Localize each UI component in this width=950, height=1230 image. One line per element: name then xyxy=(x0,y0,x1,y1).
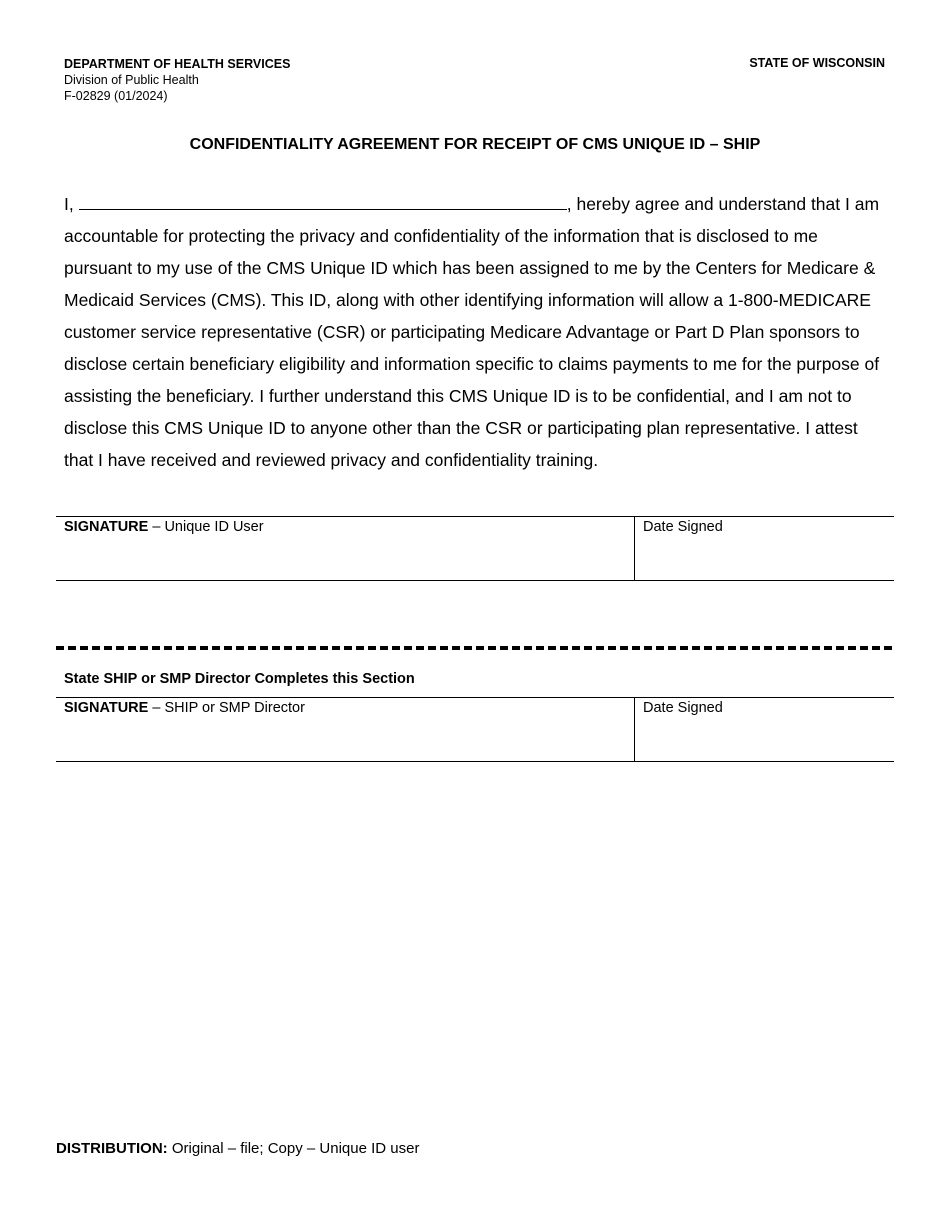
form-number: F-02829 (01/2024) xyxy=(64,89,168,103)
signature-label-rest: – Unique ID User xyxy=(148,519,264,535)
division-name: Division of Public Health xyxy=(64,73,199,87)
page-title: CONFIDENTIALITY AGREEMENT FOR RECEIPT OF CMS UNIQUE ID – SHIP xyxy=(189,136,761,153)
signature-label-rest: – SHIP or SMP Director xyxy=(148,700,305,716)
distribution-label: DISTRIBUTION: xyxy=(56,1140,168,1157)
section-divider xyxy=(56,646,892,650)
signature-label-bold: SIGNATURE xyxy=(64,700,149,716)
header-left xyxy=(64,56,290,104)
director-signature-field[interactable] xyxy=(56,698,635,761)
date-signed-label: Date Signed xyxy=(643,700,723,716)
agreement-text xyxy=(64,188,884,476)
state-name: STATE OF WISCONSIN xyxy=(749,56,885,70)
agreement-lead: I, xyxy=(64,194,74,214)
director-date-signed-field[interactable] xyxy=(635,698,894,761)
agreement-body: , hereby agree and understand that I am accountable for protecting the privacy and confidentiality of the information that is disclosed to me pursuant to my use of the CMS Unique ID which has been assigned to me by the Centers for Medicare & Medicaid Services (CMS). This ID, along with other identifying information will allow a 1-800-MEDICARE customer service representative (CSR) or participating Medicare Advantage or Part D Plan sponsors to disclose certain beneficiary eligibility and information specific to claims payments to me for the purpose of assisting the beneficiary. I further understand this CMS Unique ID is to be confidential, and I am not to disclose this CMS Unique ID to anyone other than the CSR or participating plan representative. I attest that I have received and reviewed privacy and confidentiality training. xyxy=(64,194,880,470)
user-signature-field[interactable] xyxy=(56,517,635,580)
user-date-signed-field[interactable] xyxy=(635,517,894,580)
user-signature-table xyxy=(56,516,894,581)
signature-label-bold: SIGNATURE xyxy=(64,519,149,535)
name-field[interactable] xyxy=(79,191,567,210)
director-signature-table xyxy=(56,697,894,762)
distribution-text: Original – file; Copy – Unique ID user xyxy=(167,1140,420,1157)
distribution-note xyxy=(56,1140,419,1157)
director-section-heading: State SHIP or SMP Director Completes this Section xyxy=(64,671,415,687)
date-signed-label: Date Signed xyxy=(643,519,723,535)
department-name: DEPARTMENT OF HEALTH SERVICES xyxy=(64,57,291,71)
